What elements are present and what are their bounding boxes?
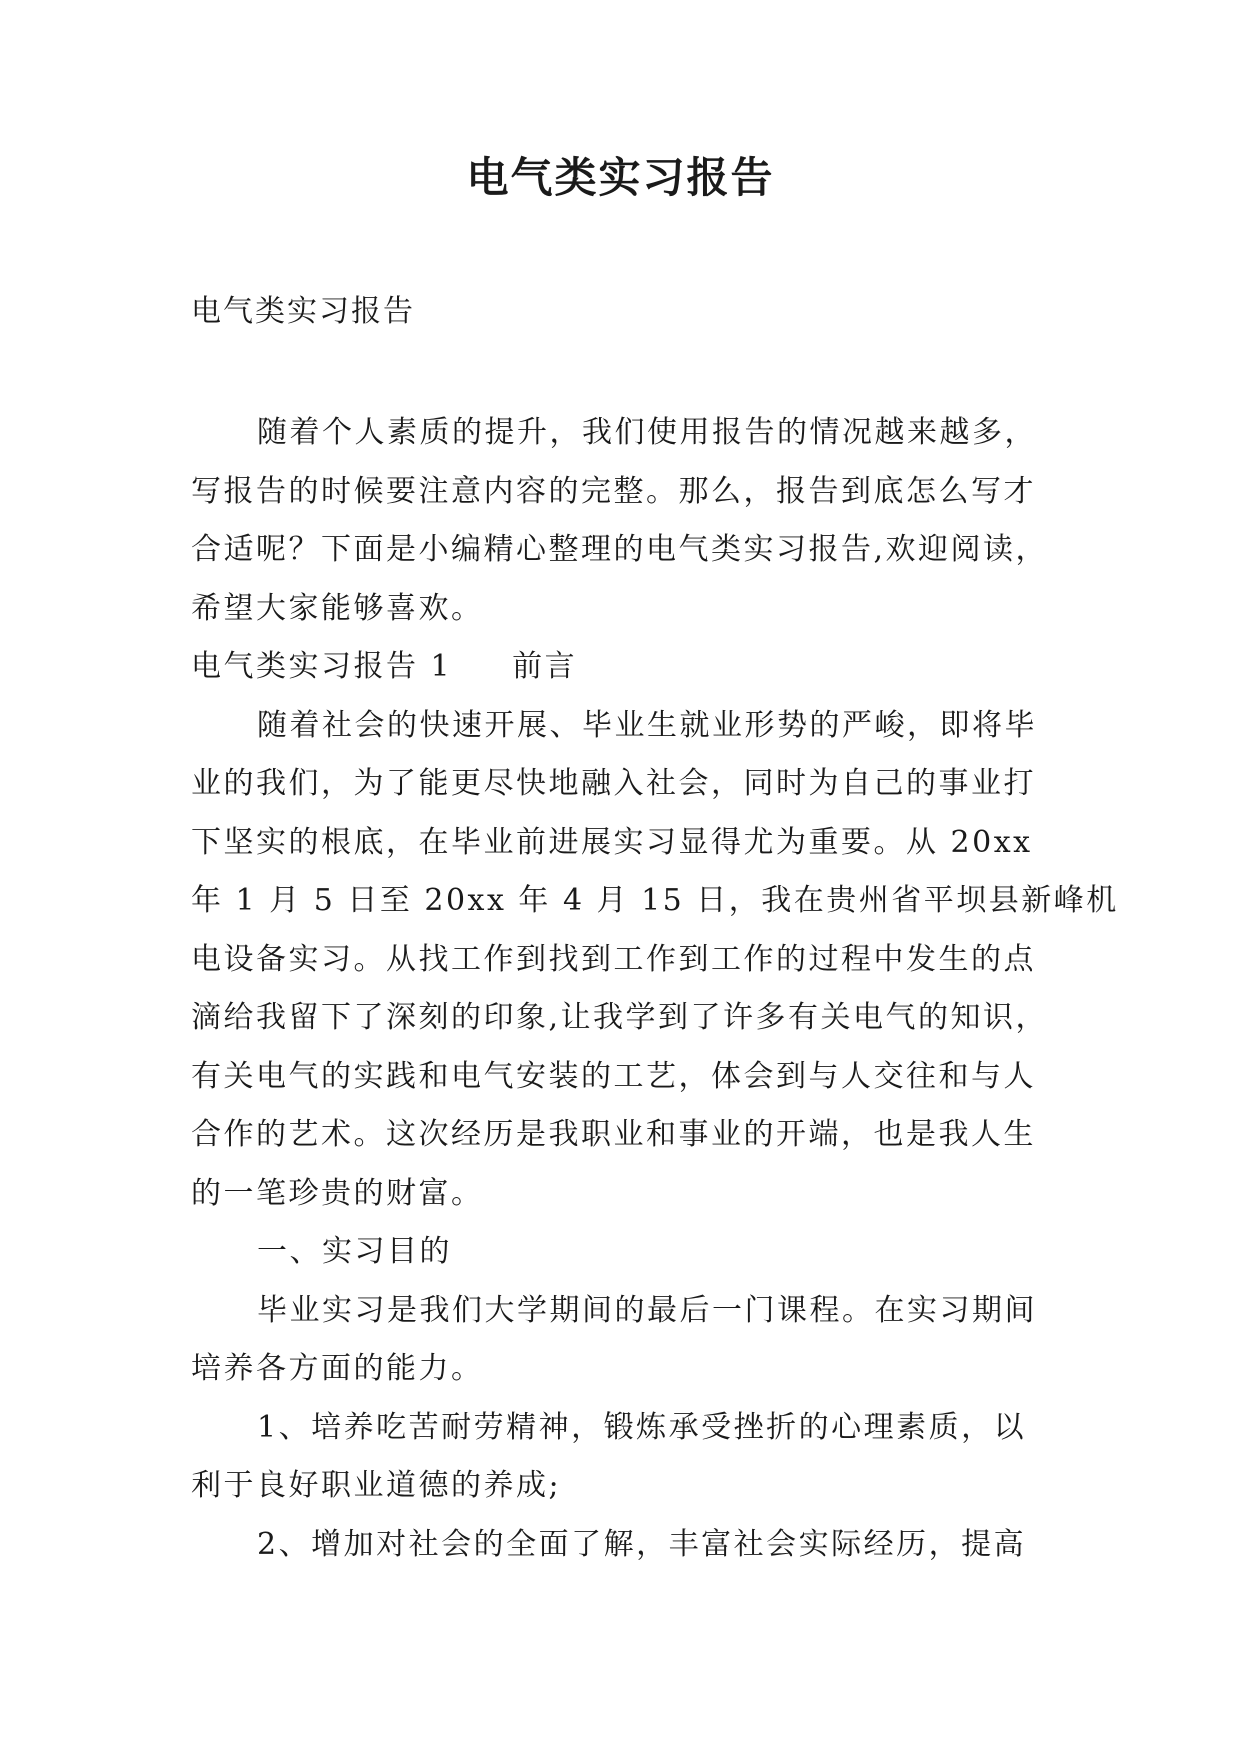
preface-line: 有关电气的实践和电气安装的工艺，体会到与人交往和与人 (191, 1058, 1036, 1094)
report-heading (191, 638, 1051, 697)
intro-line: 随着个人素质的提升，我们使用报告的情况越来越多， (257, 415, 1037, 450)
section-paragraph-line: 培养各方面的能力。 (191, 1351, 484, 1386)
section-heading: 一、实习目的 (257, 1234, 452, 1269)
list-item-line: 利于良好职业道德的养成; (191, 1468, 562, 1503)
preface-line: 合作的艺术。这次经历是我职业和事业的开端，也是我人生 (191, 1117, 1036, 1152)
preface-line: 滴给我留下了深刻的印象,让我学到了许多有关电气的知识， (191, 1000, 1049, 1035)
report-heading-label: 电气类实习报告 1 (191, 649, 453, 684)
intro-line: 合适呢？下面是小编精心整理的电气类实习报告,欢迎阅读， (191, 532, 1049, 567)
preface-line: 电设备实习。从找工作到找到工作到工作的过程中发生的点 (191, 941, 1036, 977)
preface-line: 下坚实的根底，在毕业前进展实习显得尤为重要。从 20xx (191, 824, 1033, 860)
preface-line: 年 1 月 5 日至 20xx 年 4 月 15 日，我在贵州省平坝县新峰机 (191, 883, 1119, 918)
intro-line: 希望大家能够喜欢。 (191, 590, 484, 626)
intro-line: 写报告的时候要注意内容的完整。那么，报告到底怎么写才 (191, 473, 1036, 509)
report-heading-section: 前言 (512, 649, 578, 684)
preface-line: 业的我们，为了能更尽快地融入社会，同时为自己的事业打 (191, 766, 1036, 801)
document-title: 电气类实习报告 (466, 153, 775, 202)
preface-line: 随着社会的快速开展、毕业生就业形势的严峻，即将毕 (257, 707, 1037, 743)
preface-line: 的一笔珍贵的财富。 (191, 1175, 484, 1211)
list-item-line: 2、增加对社会的全面了解，丰富社会实际经历，提高 (257, 1526, 1027, 1562)
document-subtitle: 电气类实习报告 (191, 294, 415, 329)
document-body (191, 404, 1119, 1574)
list-item-line: 1、培养吃苦耐劳精神，锻炼承受挫折的心理素质，以 (257, 1409, 1027, 1445)
section-paragraph-line: 毕业实习是我们大学期间的最后一门课程。在实习期间 (257, 1292, 1037, 1328)
